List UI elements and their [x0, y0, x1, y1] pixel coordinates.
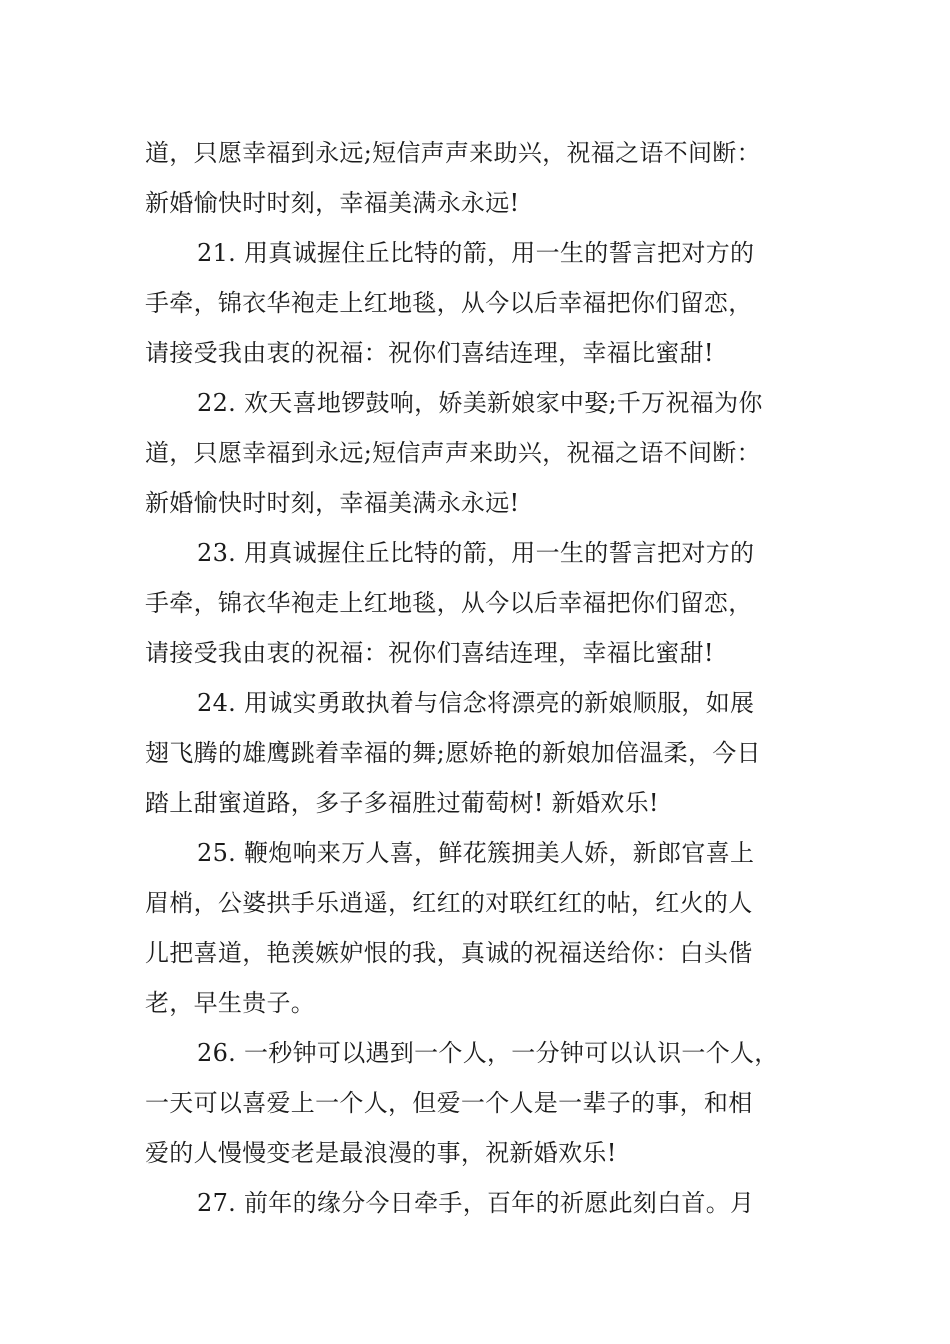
text-line: 一天可以喜爱上一个人，但爱一个人是一辈子的事，和相	[145, 1089, 753, 1117]
text-line-item-27: 27. 前年的缘分今日牵手，百年的祈愿此刻白首。月	[197, 1189, 755, 1217]
text-line: 请接受我由衷的祝福：祝你们喜结连理，幸福比蜜甜!	[145, 339, 714, 367]
text-line: 新婚愉快时时刻，幸福美满永永远!	[145, 189, 520, 217]
text-line: 眉梢，公婆拱手乐逍遥，红红的对联红红的帖，红火的人	[145, 889, 753, 917]
text-line: 儿把喜道，艳羡嫉妒恨的我，真诚的祝福送给你：白头偕	[145, 939, 753, 967]
text-line: 手牵，锦衣华袍走上红地毯，从今以后幸福把你们留恋，	[145, 589, 753, 617]
text-line-item-26: 26. 一秒钟可以遇到一个人，一分钟可以认识一个人，	[197, 1039, 779, 1067]
text-line-item-22: 22. 欢天喜地锣鼓响，娇美新娘家中娶;千万祝福为你	[197, 389, 763, 417]
text-line-item-21: 21. 用真诚握住丘比特的箭，用一生的誓言把对方的	[197, 239, 755, 267]
text-line: 翅飞腾的雄鹰跳着幸福的舞;愿娇艳的新娘加倍温柔，今日	[145, 739, 761, 767]
text-line: 爱的人慢慢变老是最浪漫的事，祝新婚欢乐!	[145, 1139, 617, 1167]
text-line: 手牵，锦衣华袍走上红地毯，从今以后幸福把你们留恋，	[145, 289, 753, 317]
text-line: 新婚愉快时时刻，幸福美满永永远!	[145, 489, 520, 517]
text-line-item-24: 24. 用诚实勇敢执着与信念将漂亮的新娘顺服，如展	[197, 689, 755, 717]
text-line: 踏上甜蜜道路，多子多福胜过葡萄树! 新婚欢乐!	[145, 789, 659, 817]
text-line-item-25: 25. 鞭炮响来万人喜，鲜花簇拥美人娇，新郎官喜上	[197, 839, 755, 867]
text-line: 道，只愿幸福到永远;短信声声来助兴，祝福之语不间断：	[145, 139, 761, 167]
text-line: 道，只愿幸福到永远;短信声声来助兴，祝福之语不间断：	[145, 439, 761, 467]
text-line-item-23: 23. 用真诚握住丘比特的箭，用一生的誓言把对方的	[197, 539, 755, 567]
text-line: 请接受我由衷的祝福：祝你们喜结连理，幸福比蜜甜!	[145, 639, 714, 667]
text-line: 老，早生贵子。	[145, 989, 316, 1017]
document-body	[145, 128, 810, 1228]
